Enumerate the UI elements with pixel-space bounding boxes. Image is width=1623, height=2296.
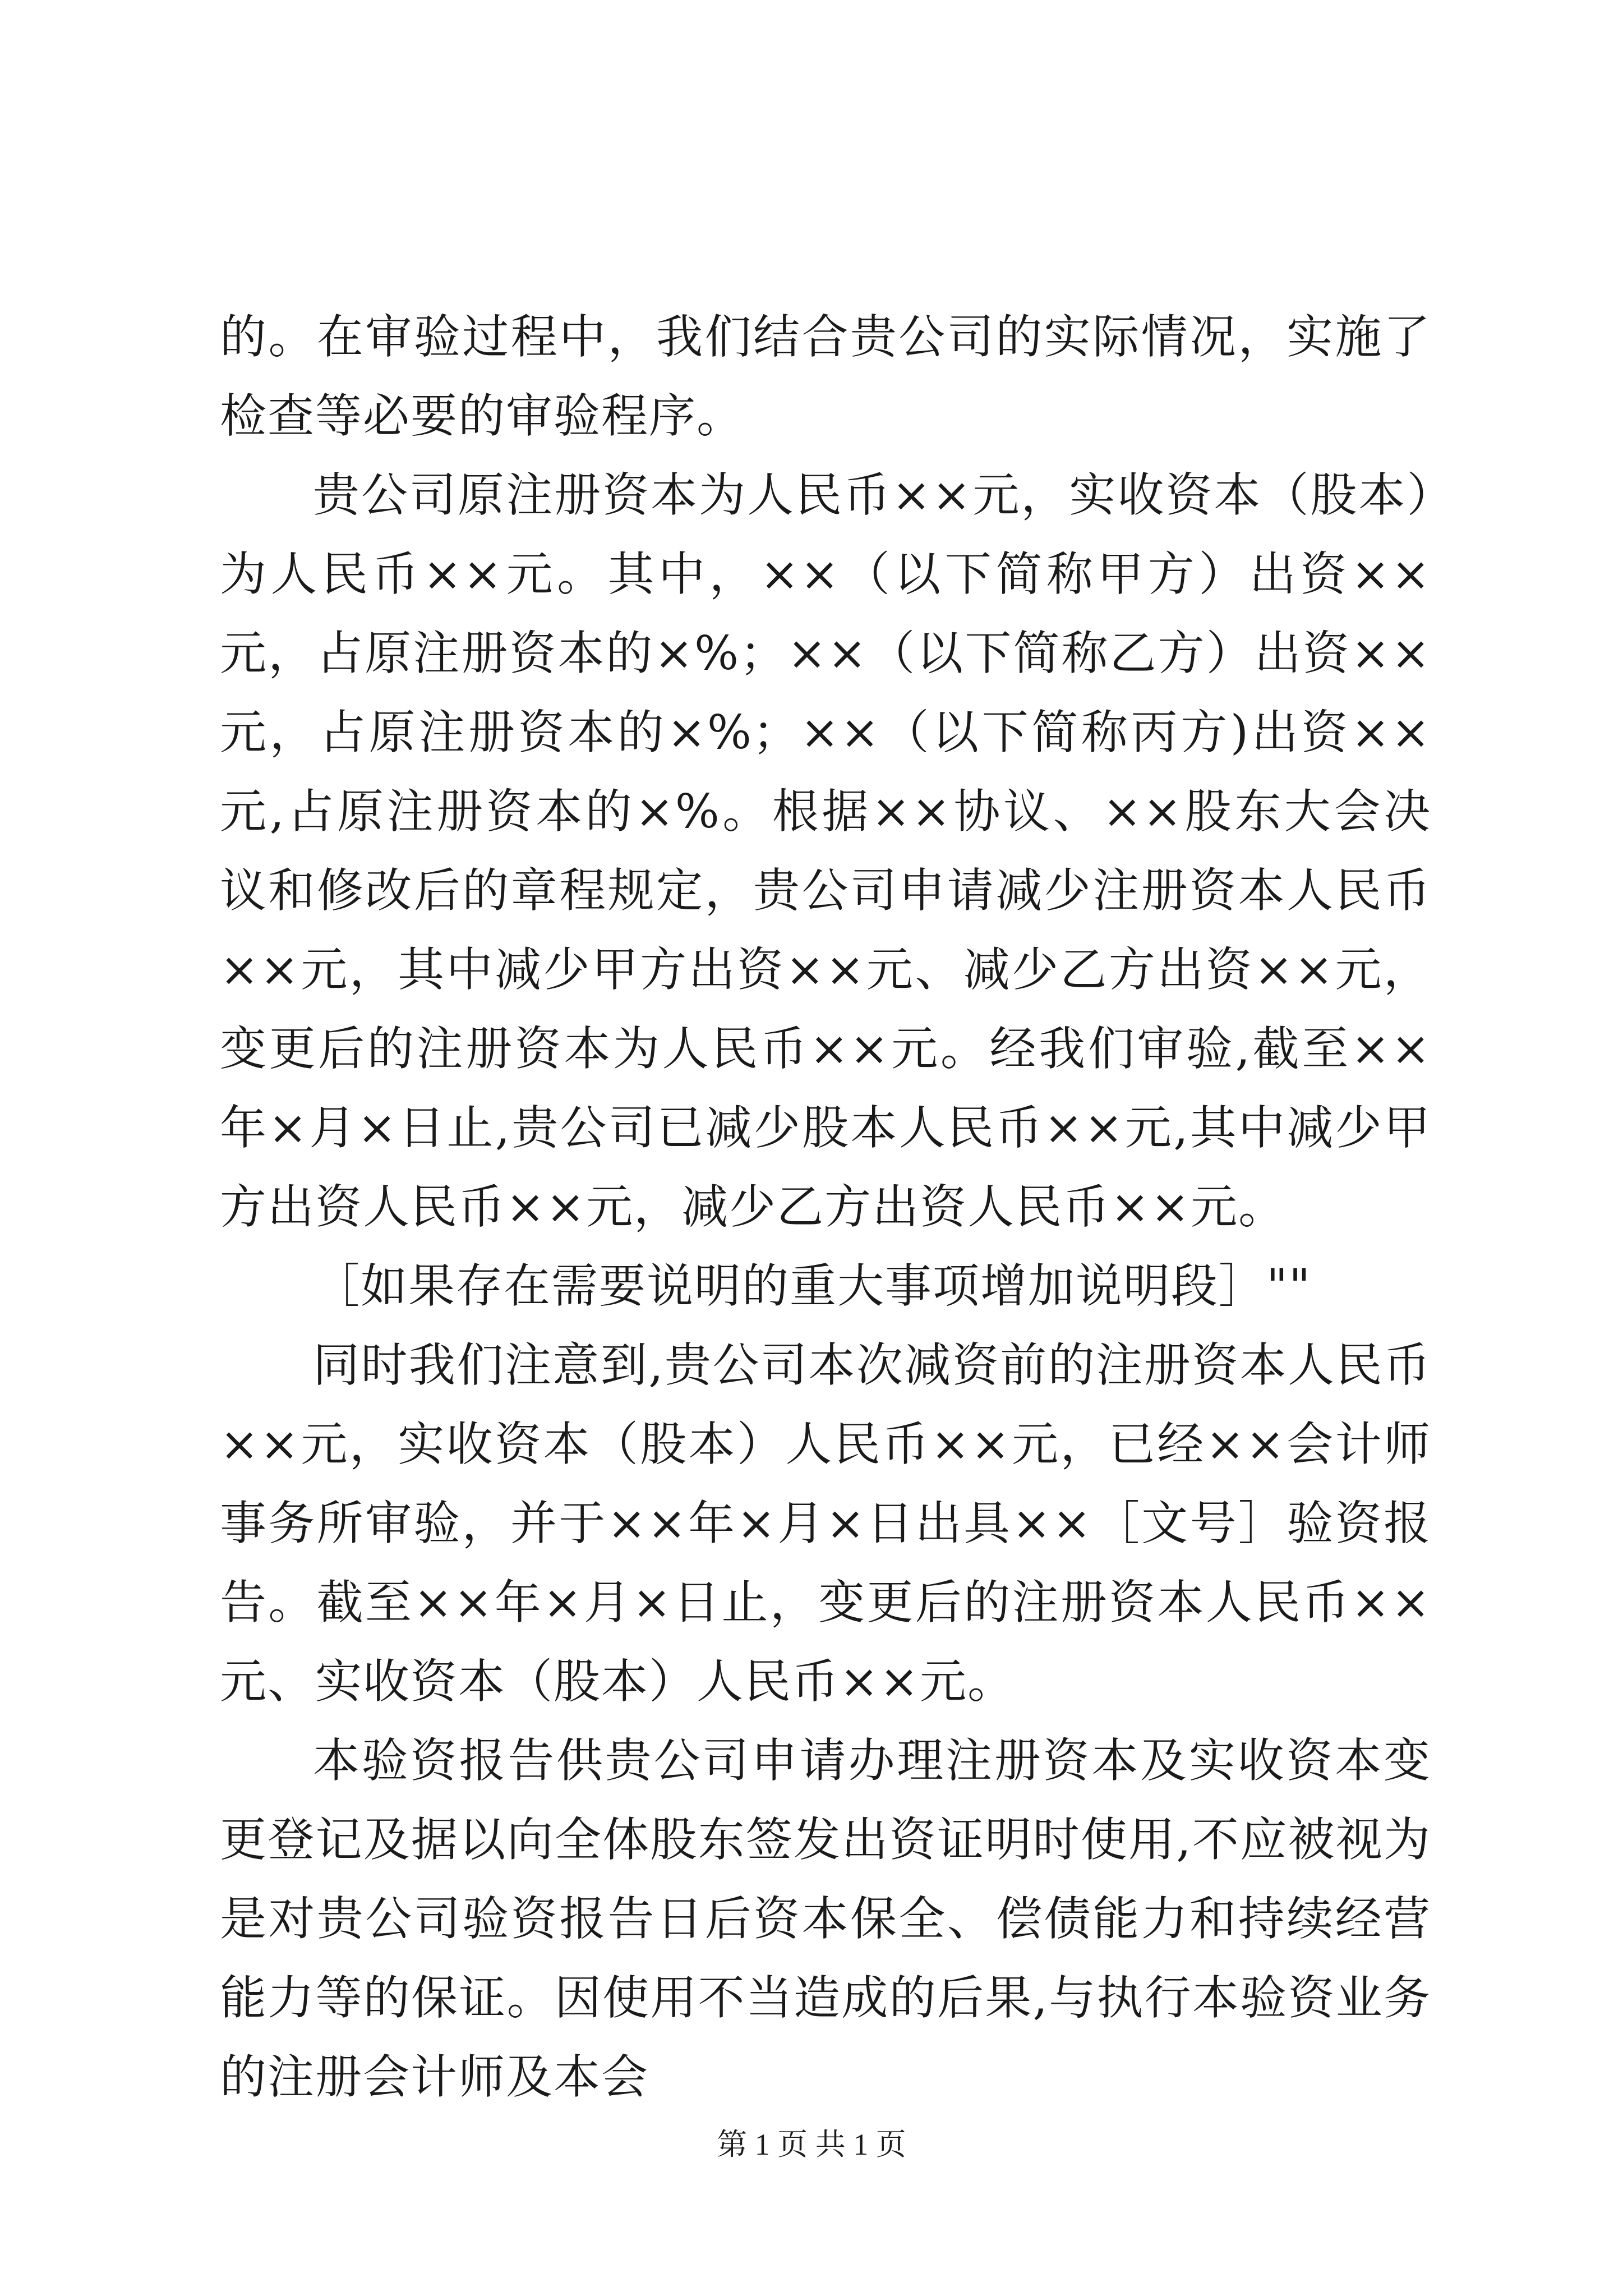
paragraph-prior-verification: 同时我们注意到,贵公司本次减资前的注册资本人民币××元，实收资本（股本）人民币××元，已经××会计师事务所审验，并于××年×月×日出具××［文号］验资报告。截至××年×月×日止，变更后的注册资本人民币××元、实收资本（股本）人民币××元。 [220, 1338, 1431, 1709]
document-body [220, 297, 1431, 2116]
page-footer: 第 1 页 共 1 页 [717, 2128, 906, 2161]
paragraph-report-usage: 本验资报告供贵公司申请办理注册资本及实收资本变更登记及据以向全体股东签发出资证明时使用,不应被视为是对贵公司验资报告日后资本保全、偿债能力和持续经营能力等的保证。因使用不当造成的后果,与执行本验资业务的注册会计师及本会 [220, 1733, 1431, 2104]
paragraph-audit-procedure: 的。在审验过程中，我们结合贵公司的实际情况，实施了检查等必要的审验程序。 [220, 310, 1431, 443]
paragraph-explanatory-note: ［如果存在需要说明的重大事项增加说明段］"" [313, 1259, 1312, 1313]
paragraph-capital-details: 贵公司原注册资本为人民币××元，实收资本（股本）为人民币××元。其中，××（以下简称甲方）出资××元，占原注册资本的×%；××（以下简称乙方）出资××元，占原注册资本的×%；××（以下简称丙方)出资××元,占原注册资本的×%。根据××协议、××股东大会决议和修改后的章程规定，贵公司申请减少注册资本人民币××元，其中减少甲方出资××元、减少乙方出资××元，变更后的注册资本为人民币××元。经我们审验,截至××年×月×日止,贵公司已减少股本人民币××元,其中减少甲方出资人民币××元，减少乙方出资人民币××元。 [220, 468, 1431, 1234]
